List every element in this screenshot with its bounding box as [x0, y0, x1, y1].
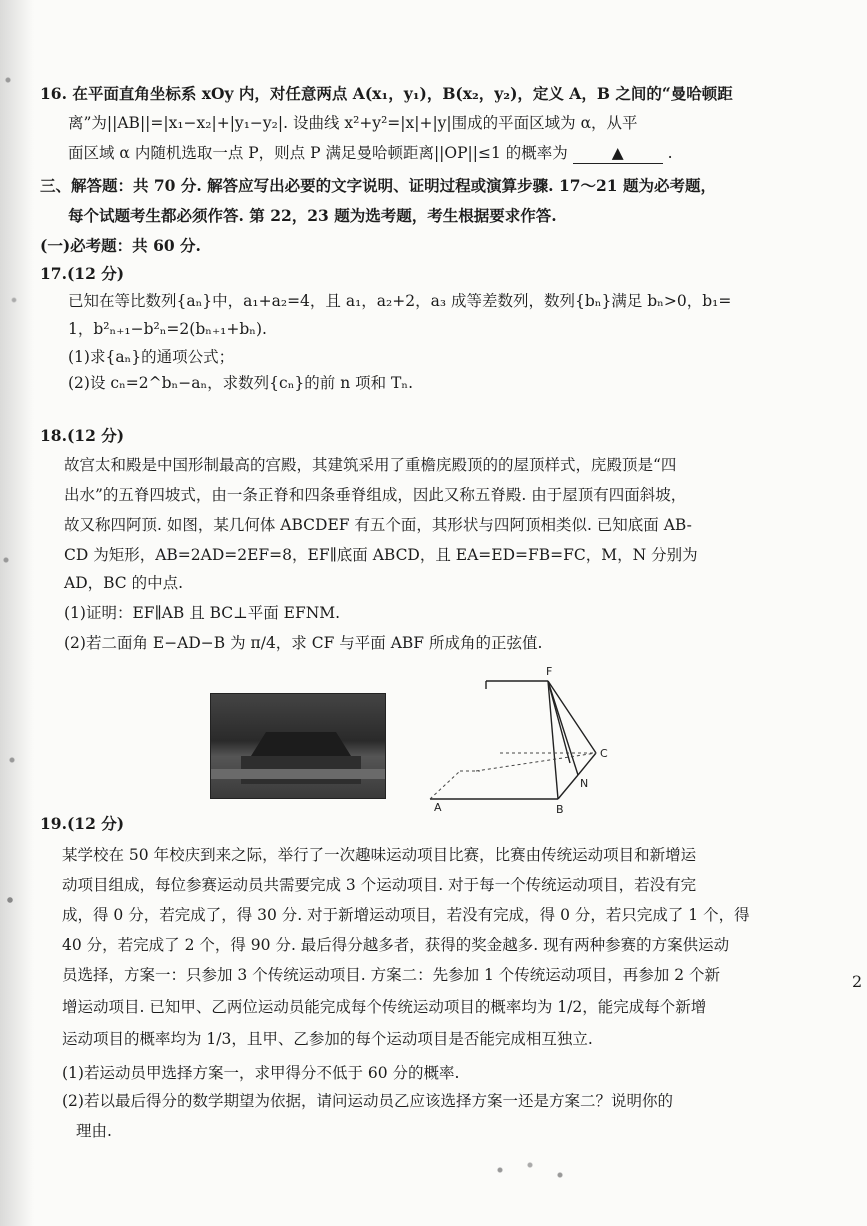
section-3-line-1: 三、解答题：共 70 分. 解答应写出必要的文字说明、证明过程或演算步骤. 17～21 题为必考题，	[40, 176, 716, 195]
q16-line-3-end: .	[667, 144, 673, 162]
section-3-line-3: (一)必考题：共 60 分.	[40, 236, 201, 255]
q19-line-3: 成，得 0 分，若完成了，得 30 分. 对于新增运动项目，若没有完成，得 0 分，若只完成了 1 个，得	[62, 906, 750, 924]
q17-line-3: (1)求{aₙ}的通项公式；	[68, 348, 235, 366]
hidden-edge-dc	[476, 753, 596, 771]
q19-line-6: 增运动项目. 已知甲、乙两位运动员能完成每个传统运动项目的概率均为 1/2，能完成每个新增	[62, 998, 707, 1016]
q17-line-4: (2)设 cₙ=2^bₙ−aₙ，求数列{cₙ}的前 n 项和 Tₙ.	[68, 374, 414, 392]
answer-blank	[573, 144, 663, 164]
label-n: N	[580, 777, 589, 790]
edge-nc	[578, 753, 596, 775]
q16-line-1: 16. 在平面直角坐标系 xOy 内，对任意两点 A(x₁，y₁)，B(x₂，y₂)，定义 A，B 之间的“曼哈顿距	[40, 84, 733, 103]
q18-line-5: AD，BC 的中点.	[64, 574, 184, 592]
palace-steps	[211, 769, 385, 779]
q19-heading: 19.(12 分)	[40, 814, 125, 833]
q18-line-4: CD 为矩形，AB=2AD=2EF=8，EF∥底面 ABCD，且 EA=ED=FB=FC，M，N 分别为	[64, 546, 698, 564]
q18-line-3: 故又称四阿顶. 如图，某几何体 ABCDEF 有五个面，其形状与四阿顶相类似. 已知底面 AB-	[64, 516, 692, 534]
q19-line-7: 运动项目的概率均为 1/3，且甲、乙参加的每个运动项目是否能完成相互独立.	[62, 1030, 593, 1048]
q19-line-1: 某学校在 50 年校庆到来之际，举行了一次趣味运动项目比赛，比赛由传统运动项目和新增运	[62, 846, 697, 864]
q18-line-2: 出水”的五脊四坡式，由一条正脊和四条垂脊组成，因此又称五脊殿. 由于屋顶有四面斜坡，	[64, 486, 687, 504]
label-b: B	[556, 803, 564, 815]
q17-line-2: 1，b²ₙ₊₁−b²ₙ=2(bₙ₊₁+bₙ).	[68, 320, 267, 338]
q19-line-5: 员选择，方案一：只参加 3 个传统运动项目. 方案二：先参加 1 个传统运动项目，再参加 2 个新	[62, 966, 721, 984]
page-number: 2	[852, 972, 863, 991]
palace-photo	[210, 693, 386, 799]
q19-line-2: 动项目组成，每位参赛运动员共需要完成 3 个运动项目. 对于每一个传统运动项目，若没有完	[62, 876, 697, 894]
palace-roof	[251, 726, 351, 756]
q16-line-3-text: 面区域 α 内随机选取一点 P，则点 P 满足曼哈顿距离||OP||≤1 的概率为	[68, 144, 568, 162]
q19-line-10: 理由.	[76, 1122, 112, 1140]
label-c: C	[600, 747, 608, 760]
q18-line-1: 故宫太和殿是中国形制最高的宫殿，其建筑采用了重檐庑殿顶的的屋顶样式，庑殿顶是“四	[64, 456, 677, 474]
scan-edge-noise	[0, 0, 34, 1226]
q17-heading: 17.(12 分)	[40, 264, 125, 283]
q18-line-6: (1)证明：EF∥AB 且 BC⊥平面 EFNM.	[64, 604, 341, 622]
geometry-figure	[420, 655, 640, 815]
q18-heading: 18.(12 分)	[40, 426, 125, 445]
q18-line-7: (2)若二面角 E−AD−B 为 π/4，求 CF 与平面 ABF 所成角的正弦值.	[64, 634, 543, 652]
hidden-edge-ad	[430, 771, 460, 799]
scan-bottom-noise	[480, 1150, 600, 1190]
q19-line-8: (1)若运动员甲选择方案一，求甲得分不低于 60 分的概率.	[62, 1064, 460, 1082]
section-3-line-2: 每个试题考生都必须作答. 第 22，23 题为选考题，考生根据要求作答.	[68, 206, 557, 225]
edge-fc	[548, 681, 596, 753]
edge-bn	[558, 775, 578, 799]
q17-line-1: 已知在等比数列{aₙ}中，a₁+a₂=4，且 a₁，a₂+2，a₃ 成等差数列，数列{bₙ}满足 bₙ>0，b₁=	[68, 292, 732, 310]
q19-line-4: 40 分，若完成了 2 个，得 90 分. 最后得分越多者，获得的奖金越多. 现有两种参赛的方案供运动	[62, 936, 730, 954]
q16-line-3	[68, 144, 673, 164]
q19-line-9: (2)若以最后得分的数学期望为依据，请问运动员乙应该选择方案一还是方案二？说明你的	[62, 1092, 673, 1110]
triangle-icon: ▲	[611, 144, 624, 162]
label-f: F	[546, 665, 553, 678]
q16-line-2: 离”为||AB||=|x₁−x₂|+|y₁−y₂|. 设曲线 x²+y²=|x|+|y|围成的平面区域为 α，从平	[68, 114, 638, 132]
label-a: A	[434, 801, 442, 814]
